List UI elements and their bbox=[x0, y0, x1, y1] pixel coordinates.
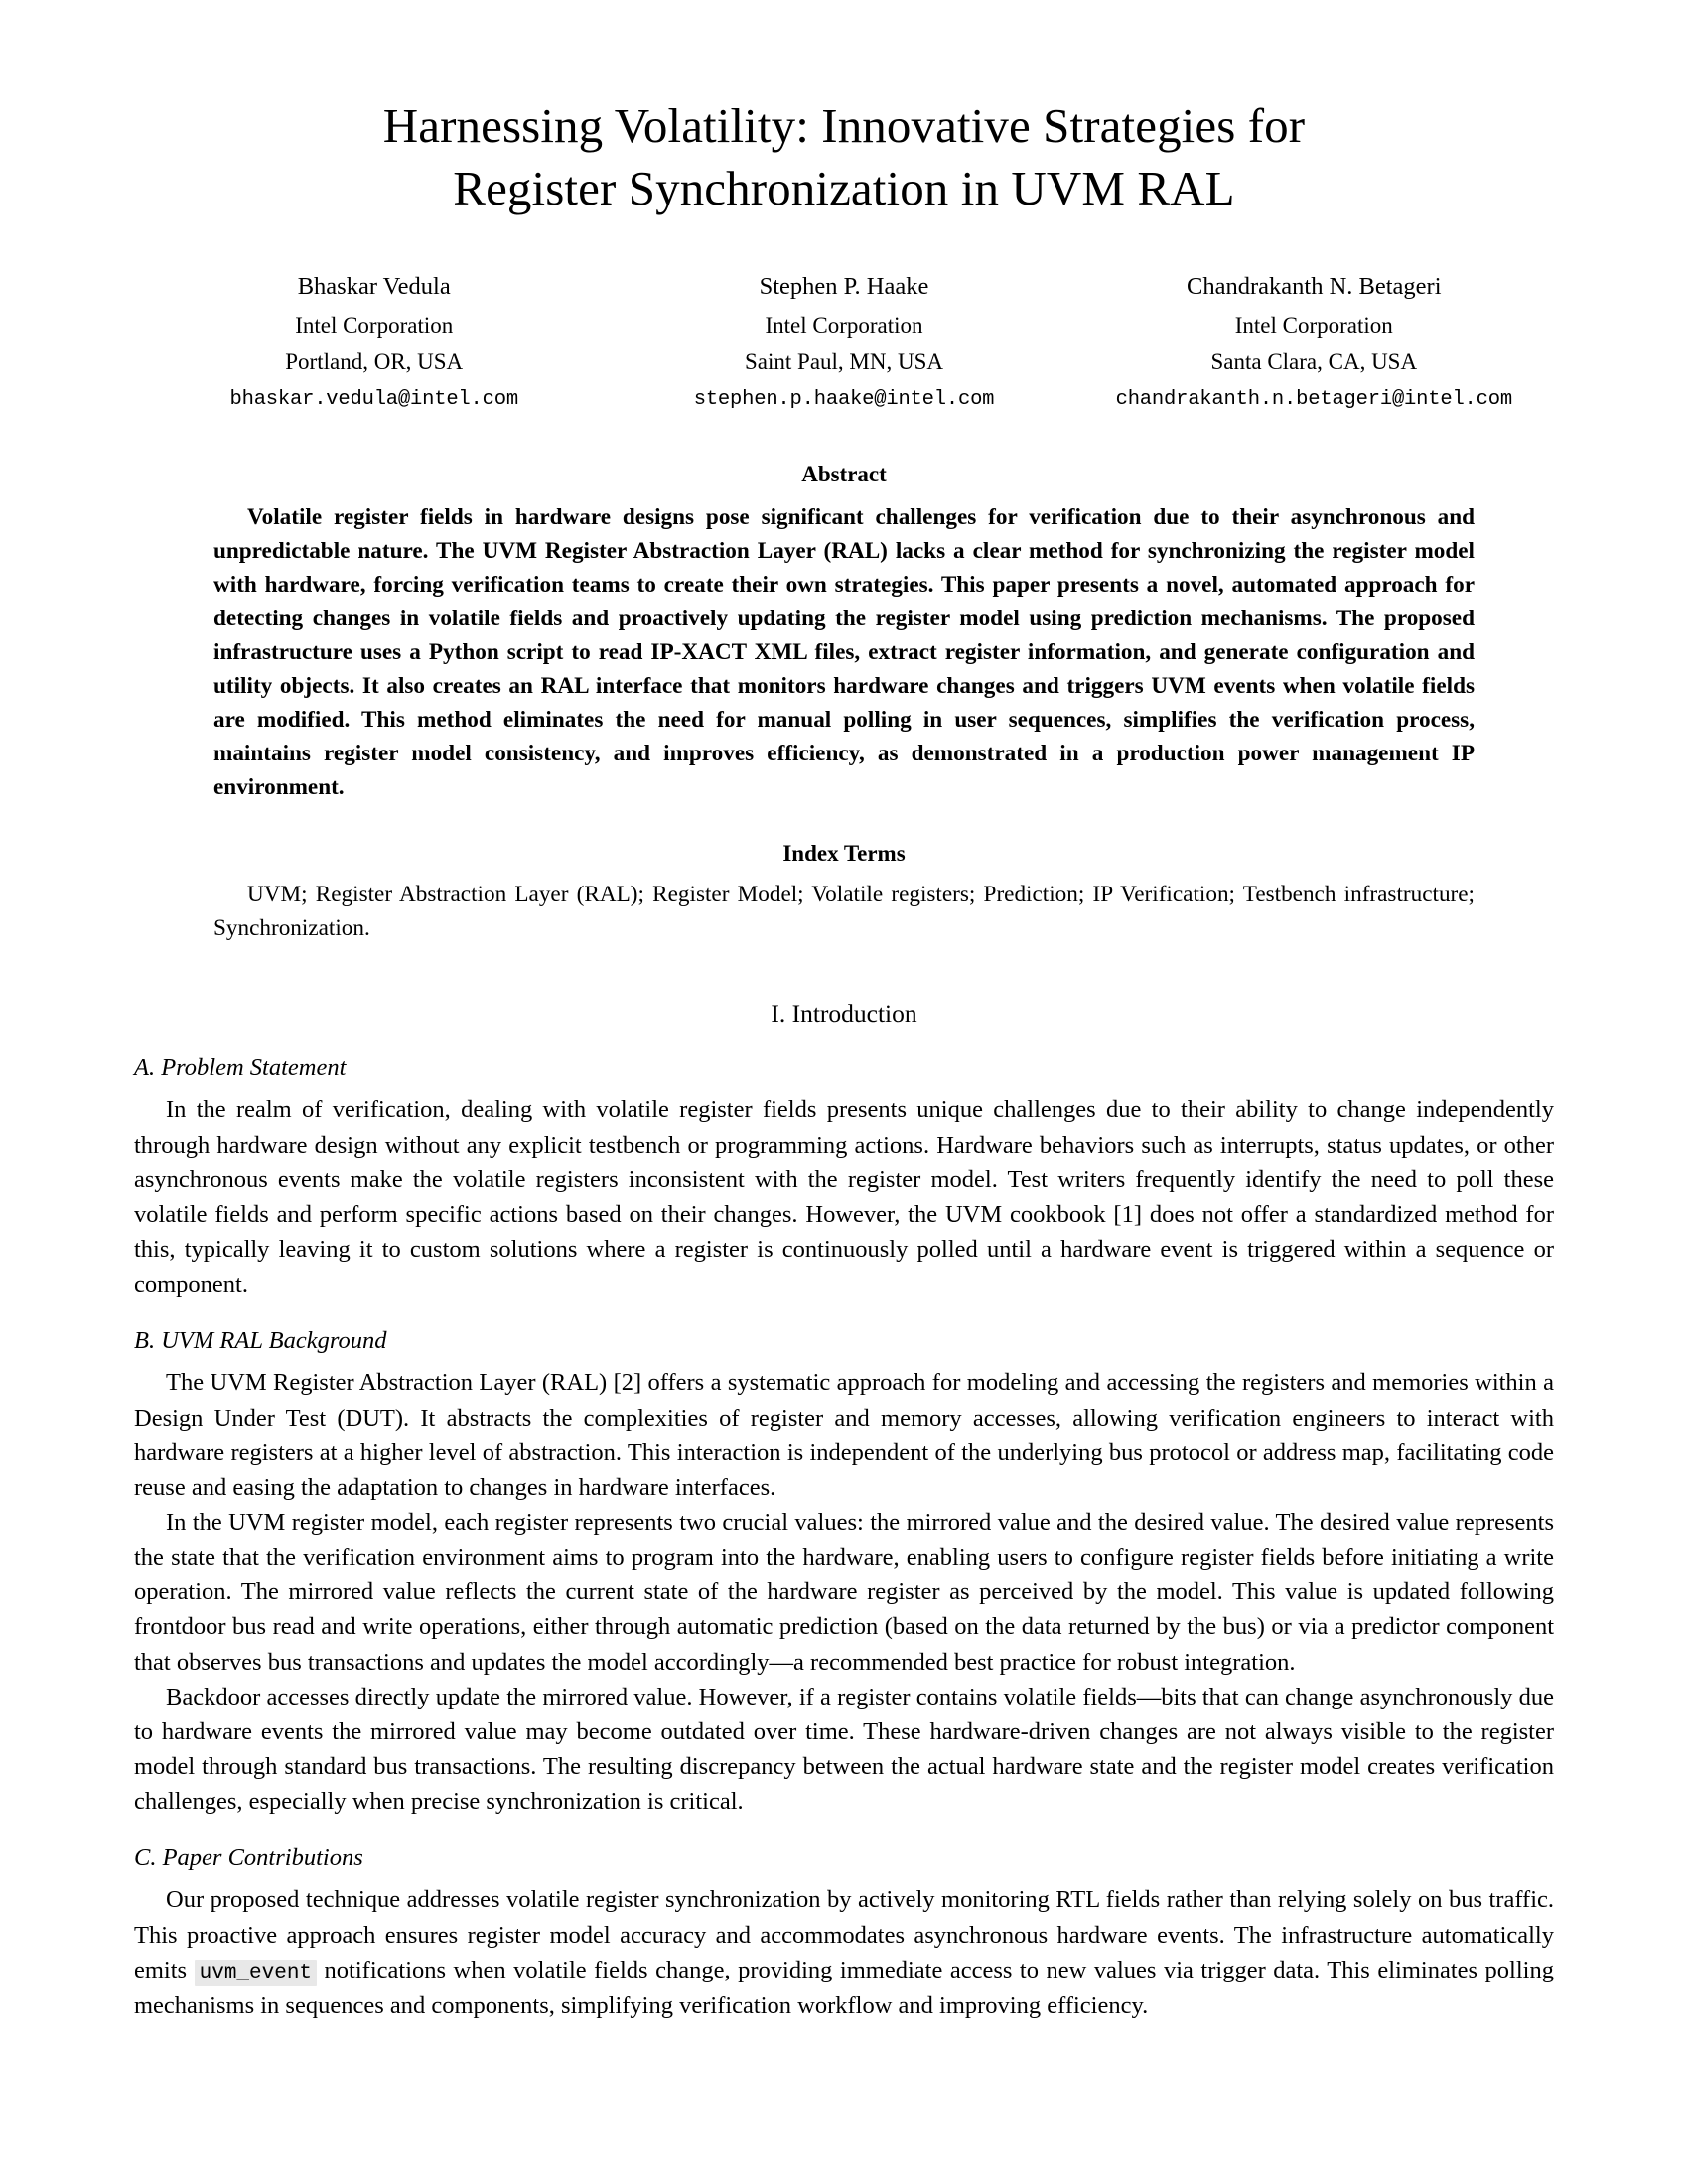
title-line-1: Harnessing Volatility: Innovative Strategies for bbox=[382, 98, 1306, 153]
author-entry bbox=[1079, 267, 1549, 415]
body-column bbox=[134, 945, 1554, 2023]
paragraph-paper-contributions-1 bbox=[134, 1882, 1554, 2023]
index-terms-heading: Index Terms bbox=[782, 840, 906, 866]
author-entry bbox=[609, 267, 1078, 415]
subsection-heading-uvm-ral-background: B. UVM RAL Background bbox=[134, 1327, 387, 1355]
abstract-heading: Abstract bbox=[801, 461, 887, 486]
author-affiliation: Intel Corporation bbox=[295, 313, 454, 339]
author-location: Santa Clara, CA, USA bbox=[1210, 349, 1418, 375]
abstract-section bbox=[213, 462, 1475, 946]
paragraph-uvm-ral-background-1: The UVM Register Abstraction Layer (RAL) [2] offers a systematic approach for modeling and accessing the registers and memories within a Design Under Test (DUT). It abstracts the complexities of register and memory accesses, allowing verification engineers to interact with hardware registers at a higher level of abstraction. This interaction is independent of the underlying bus protocol or address map, facilitating code reuse and easing the adaptation to changes in hardware interfaces. bbox=[134, 1369, 1554, 1501]
inline-code-uvm-event: uvm_event bbox=[195, 1960, 317, 1986]
abstract-text: Volatile register fields in hardware designs pose significant challenges for verification due to their asynchronous and unpredictable nature. The UVM Register Abstraction Layer (RAL) lacks a clear method for synchronizing the register model with hardware, forcing verification teams to create their own strategies. This paper presents a novel, automated approach for detecting changes in volatile fields and proactively updating the register model using prediction mechanisms. The proposed infrastructure uses a Python script to read IP-XACT XML files, extract register information, and generate configuration and utility objects. It also creates an RAL interface that monitors hardware changes and triggers UVM events when volatile fields are modified. This method eliminates the need for manual polling in user sequences, simplifies the verification process, maintains register model consistency, and improves efficiency, as demonstrated in a production power management IP environment. bbox=[213, 503, 1475, 800]
paragraph-uvm-ral-background-3: Backdoor accesses directly update the mirrored value. However, if a register contains volatile fields—bits that can change asynchronously due to hardware events the mirrored value may become outdated over time. These hardware-driven changes are not always visible to the register model through standard bus transactions. The resulting discrepancy between the actual hardware state and the register model creates verification challenges, especially when precise synchronization is critical. bbox=[134, 1683, 1554, 1816]
subsection-heading-paper-contributions: C. Paper Contributions bbox=[134, 1844, 363, 1872]
index-terms-text: UVM; Register Abstraction Layer (RAL); Register Model; Volatile registers; Prediction; IP Verification; Testbench infrastructure; Synchronization. bbox=[213, 881, 1475, 941]
paragraph-problem-statement-1: In the realm of verification, dealing with volatile register fields presents unique challenges due to their ability to change independently through hardware design without any explicit testbench or programming actions. Hardware behaviors such as interrupts, status updates, or other asynchronous events make the volatile registers inconsistent with the register model. Test writers frequently identify the need to poll these volatile fields and perform specific actions based on their changes. However, the UVM cookbook [1] does not offer a standardized method for this, typically leaving it to custom solutions where a register is continuously polled until a hardware event is triggered within a sequence or component. bbox=[134, 1096, 1554, 1298]
title-line-2: Register Synchronization in UVM RAL bbox=[453, 160, 1235, 215]
author-affiliation: Intel Corporation bbox=[1234, 313, 1393, 339]
author-block bbox=[0, 267, 1688, 415]
contrib-text-part-2: notifications when volatile fields change, providing immediate access to new values via trigger data. This eliminates polling mechanisms in sequences and components, simplifying verification workflow and improving efficiency. bbox=[134, 1956, 1554, 2019]
author-location: Portland, OR, USA bbox=[285, 349, 464, 375]
subsection-heading-problem-statement: A. Problem Statement bbox=[134, 1054, 347, 1082]
author-email[interactable]: chandrakanth.n.betageri@intel.com bbox=[1115, 387, 1512, 411]
author-location: Saint Paul, MN, USA bbox=[745, 349, 943, 375]
contrib-text-part-1: Our proposed technique addresses volatile register synchronization by actively monitoring RTL fields rather than relying solely on bus traffic. This proactive approach ensures register model accuracy and accommodates asynchronous hardware events. The infrastructure automatically emits bbox=[134, 1886, 1554, 1983]
author-email[interactable]: bhaskar.vedula@intel.com bbox=[229, 387, 518, 411]
author-entry bbox=[139, 267, 609, 415]
author-email[interactable]: stephen.p.haake@intel.com bbox=[693, 387, 995, 411]
author-name: Stephen P. Haake bbox=[759, 273, 929, 301]
author-name: Bhaskar Vedula bbox=[297, 273, 451, 301]
author-affiliation: Intel Corporation bbox=[765, 313, 923, 339]
author-name: Chandrakanth N. Betageri bbox=[1187, 273, 1442, 301]
section-heading-introduction: I. Introduction bbox=[771, 999, 917, 1028]
paragraph-uvm-ral-background-2: In the UVM register model, each register represents two crucial values: the mirrored value and the desired value. The desired value represents the state that the verification environment aims to program into the hardware, enabling users to configure register fields before initiating a write operation. The mirrored value reflects the current state of the hardware register as perceived by the model. This value is updated following frontdoor bus read and write operations, either through automatic prediction (based on the data returned by the bus) or via a predictor component that observes bus transactions and updates the model accordingly—a recommended best practice for robust integration. bbox=[134, 1509, 1554, 1676]
page-title bbox=[0, 0, 1688, 219]
